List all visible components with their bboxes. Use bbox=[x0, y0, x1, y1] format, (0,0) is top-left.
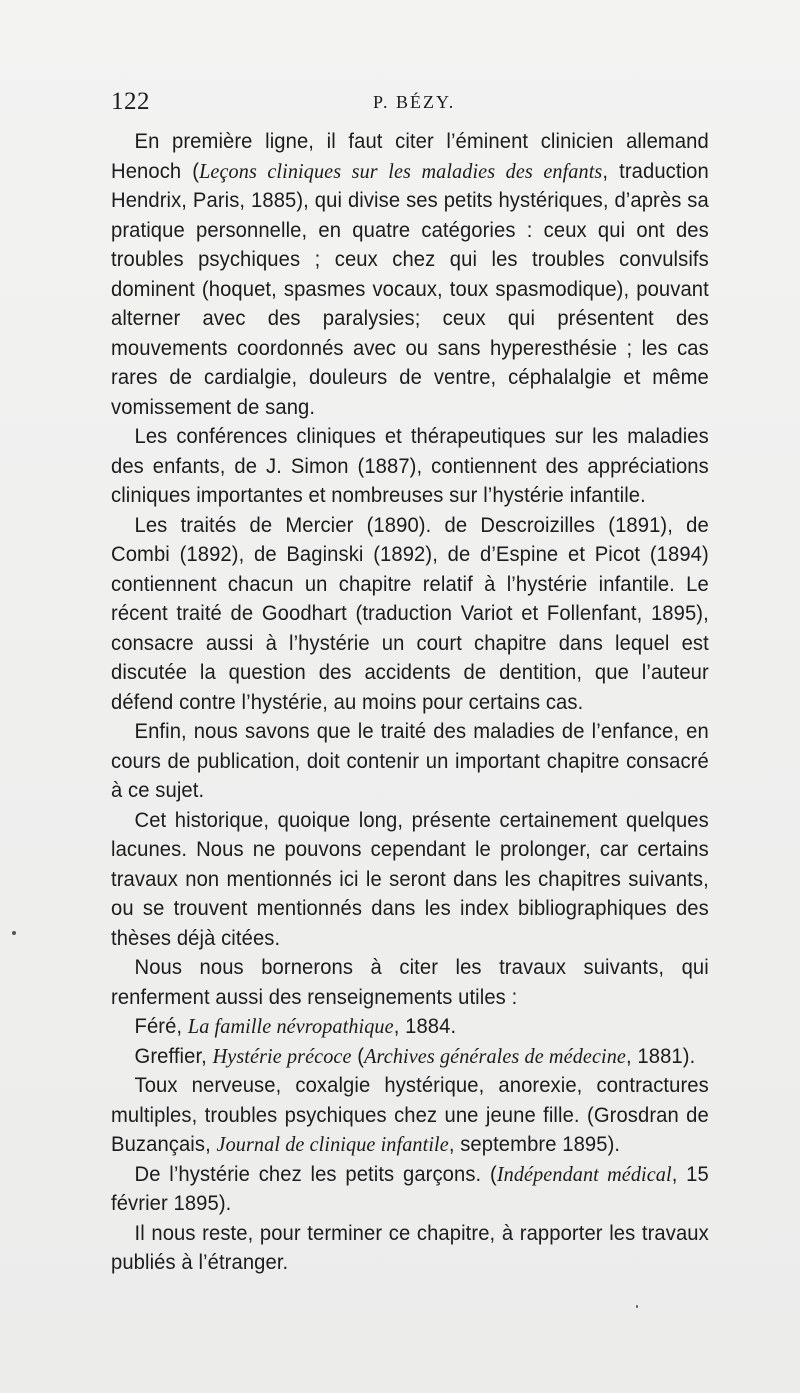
italic-title: Hystérie précoce bbox=[212, 1043, 352, 1068]
italic-title: La famille névropathique bbox=[187, 1014, 394, 1038]
running-head: P. BÉZY. bbox=[373, 92, 456, 112]
italic-title: Indépendant médical bbox=[496, 1161, 672, 1186]
paragraph bbox=[111, 422, 709, 511]
text-run: , traduction Hendrix, Paris, 1885), qui divise ses petits hystériques, d’après sa pratique personnelle, en quatre catégories : ceux qui ont des troubles psychiques ; ceux chez qui les troubles convulsifs dominent (hoquet, spasmes vocaux, toux spasmodique), pouvant alterner avec des paralysies; ceux qui présentent des mouvements coordonnés avec ou sans hyperesthésie ; les cas rares de cardialgie, douleurs de ventre, céphalalgie et même vomissement de sang. bbox=[111, 158, 709, 419]
paragraph bbox=[111, 717, 709, 806]
paragraph bbox=[111, 1042, 709, 1072]
paragraph bbox=[111, 1160, 709, 1219]
page-header bbox=[111, 88, 709, 120]
italic-title: Archives générales de médecine bbox=[364, 1043, 627, 1068]
text-run: Féré, bbox=[134, 1014, 188, 1038]
text-run: En première ligne, il faut citer l’éminent clinicien allemand Henoch ( bbox=[111, 129, 709, 183]
text-run: , 1881). bbox=[626, 1043, 696, 1068]
paragraph bbox=[111, 1012, 709, 1042]
text-run: , 15 février 1895). bbox=[111, 1161, 709, 1215]
paragraph bbox=[111, 1219, 709, 1278]
italic-title: Leçons cliniques sur les maladies des enfants bbox=[199, 158, 603, 183]
text-run: , 1884. bbox=[393, 1014, 457, 1038]
paragraph bbox=[111, 953, 709, 1012]
paragraph bbox=[111, 511, 709, 718]
paragraph bbox=[111, 127, 709, 422]
text-run: Les conférences cliniques et thérapeutiques sur les maladies des enfants, de J. Simon (1887), contiennent des appréciations cliniques importantes et nombreuses sur l’hystérie infantile. bbox=[111, 424, 709, 507]
text-run: ( bbox=[351, 1043, 365, 1068]
paragraph bbox=[111, 806, 709, 954]
paragraph bbox=[111, 1071, 709, 1160]
page-number: 122 bbox=[111, 88, 150, 115]
text-run: Nous nous bornerons à citer les travaux suivants, qui renferment aussi des renseignements utiles : bbox=[111, 955, 709, 1009]
text-run: Les traités de Mercier (1890). de Descroizilles (1891), de Combi (1892), de Baginski (1892), de d’Espine et Picot (1894) contiennent chacun un chapitre relatif à l’hystérie infantile. Le récent traité de Goodhart (traduction Variot et Follenfant, 1895), consacre aussi à l’hystérie un court chapitre dans lequel est discutée la question des accidents de dentition, que l’auteur défend contre l’hystérie, au moins pour certains cas. bbox=[111, 512, 709, 714]
text-run: Enfin, nous savons que le traité des maladies de l’enfance, en cours de publication, doit contenir un important chapitre consacré à ce sujet. bbox=[111, 719, 709, 802]
print-speck bbox=[636, 1305, 638, 1308]
text-run: Toux nerveuse, coxalgie hystérique, anorexie, contractures multiples, troubles psychiques chez une jeune fille. (Grosdran de Buzançais, bbox=[111, 1073, 709, 1156]
text-run: Greffier, bbox=[134, 1043, 213, 1068]
text-run: Il nous reste, pour terminer ce chapitre, à rapporter les travaux publiés à l’étranger. bbox=[111, 1220, 709, 1274]
italic-title: Journal de clinique infantile bbox=[216, 1132, 449, 1156]
text-run: De l’hystérie chez les petits garçons. ( bbox=[134, 1161, 497, 1186]
print-speck bbox=[12, 931, 16, 935]
body-text bbox=[111, 127, 709, 1278]
text-run: Cet historique, quoique long, présente certainement quelques lacunes. Nous ne pouvons cependant le prolonger, car certains travaux non mentionnés ici le seront dans les chapitres suivants, ou se trouvent mentionnés dans les index bibliographiques des thèses déjà citées. bbox=[111, 807, 709, 950]
text-run: , septembre 1895). bbox=[448, 1132, 621, 1156]
